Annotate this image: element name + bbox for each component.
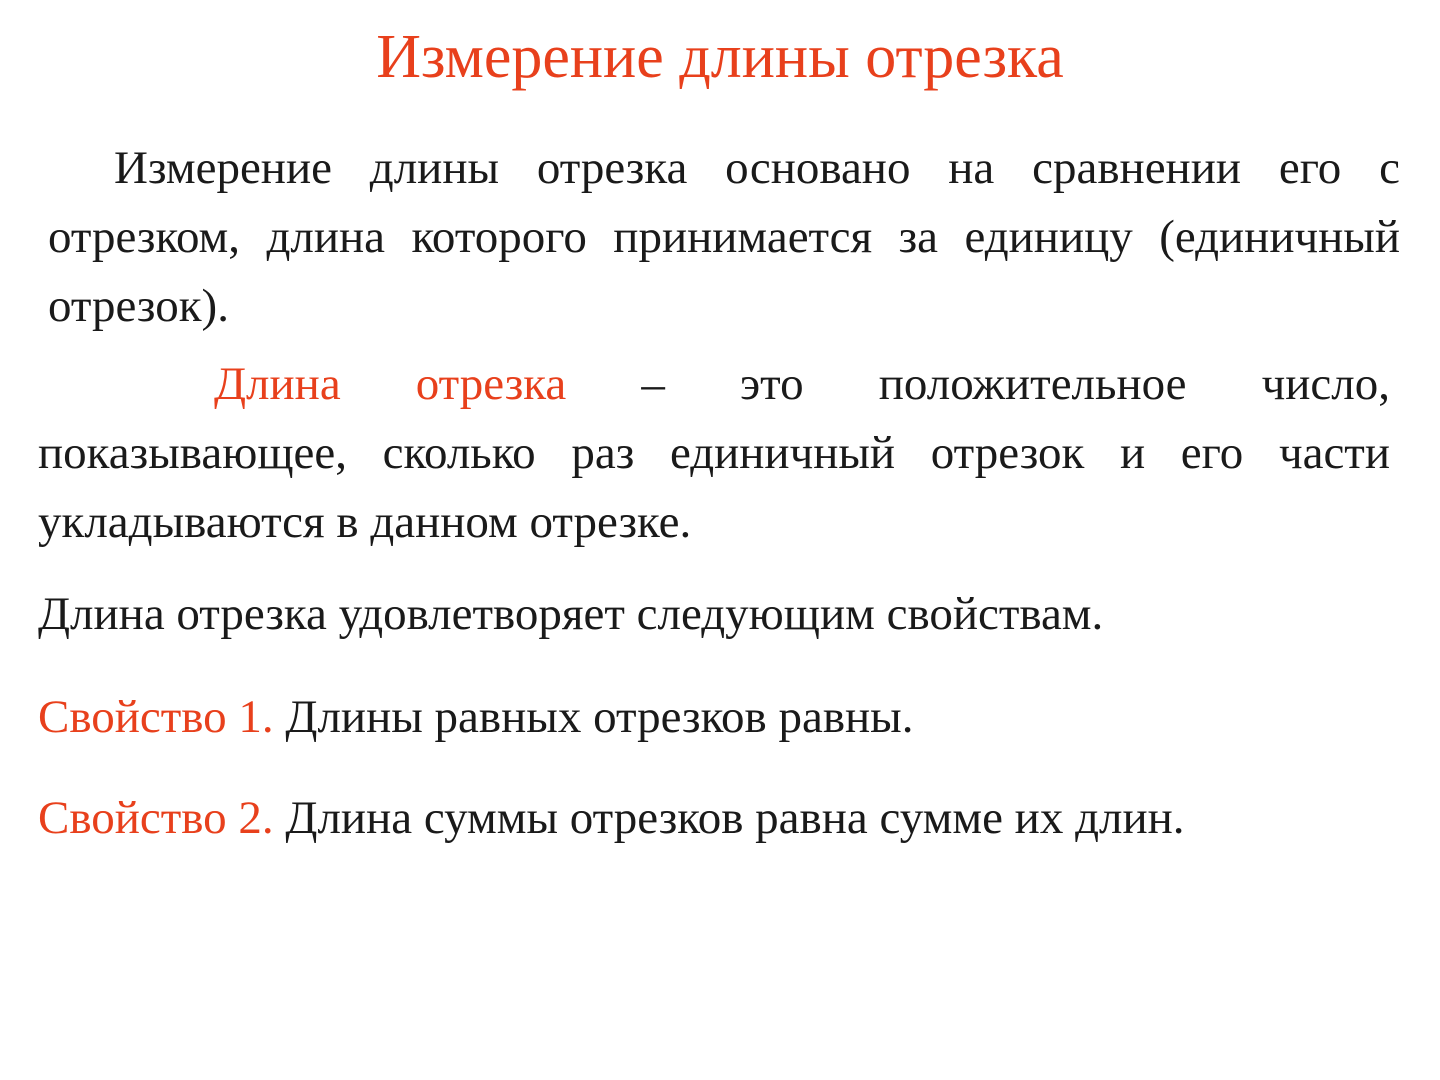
paragraph-definition [38, 350, 1390, 557]
property-2 [38, 784, 1390, 853]
paragraph-properties-intro: Длина отрезка удовлетворяет следующим свойствам. [38, 588, 1104, 640]
property-1-text: Длины равных отрезков равны. [273, 691, 914, 743]
paragraph-measurement: Измерение длины отрезка основано на сравнении его с отрезком, длина которого принимается за единицу (единичный отрезок). [48, 142, 1400, 332]
property-1 [38, 683, 1390, 752]
property-1-label: Свойство 1. [38, 691, 274, 743]
slide-title: Измерение длины отрезка [376, 23, 1064, 91]
property-2-label: Свойство 2. [38, 792, 274, 844]
definition-text: – это положительное число, показывающее, сколько раз единичный отрезок и его части укладываются в данном отрезке. [38, 358, 1390, 548]
property-2-text: Длина суммы отрезков равна сумме их длин. [273, 792, 1185, 844]
definition-term: Длина отрезка [214, 358, 567, 410]
